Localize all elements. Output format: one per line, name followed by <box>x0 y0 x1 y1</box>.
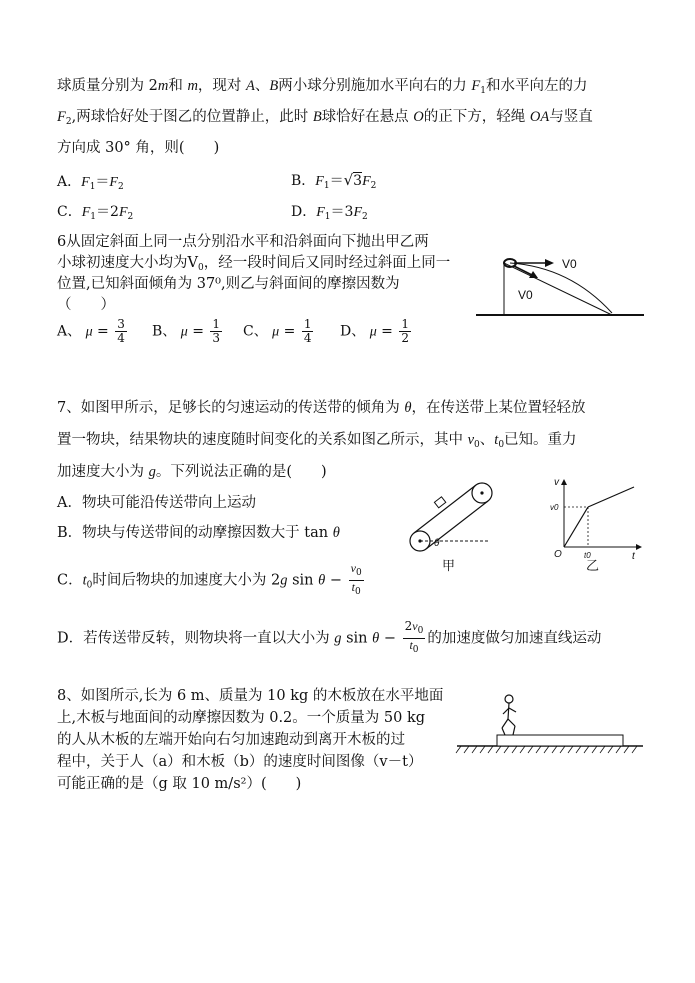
q6-label-v0-incline: V0 <box>518 288 533 302</box>
q8-line3: 的人从木板的左端开始向右匀加速跑动到离开木板的过 <box>57 732 405 748</box>
q7-axis-origin: O <box>554 549 562 560</box>
q5-option-b: B．$F_1=√3F_2$ <box>291 171 377 191</box>
q8-line5: 可能正确的是（g 取 10 m/s²）( ) <box>57 776 302 792</box>
q7-tick-v0: v0 <box>550 503 559 512</box>
q7-label-jia: 甲 <box>442 559 456 574</box>
q8-plank-figure <box>455 688 645 763</box>
q7-line2: 置一物块，结果物块的速度随时间变化的关系如图乙所示，其中 $v_0$、$t_0$已知。重力 <box>57 432 577 450</box>
q6-option-d: D、 μ = $\frac{1}{2}$ <box>340 317 409 345</box>
q7-line3: 加速度大小为 g。下列说法正确的是( ) <box>57 464 327 480</box>
q7-option-b: B．物块与传送带间的动摩擦因数大于 tan θ <box>57 525 340 541</box>
q6-option-a: A、 μ = $\frac{3}{4}$ <box>57 317 125 345</box>
q7-line1: 7、如图甲所示，足够长的匀速运动的传送带的倾角为 θ，在传送带上某位置轻轻放 <box>57 400 586 416</box>
q5-option-a: A．$F_1=F_2$ <box>57 174 124 192</box>
q7-angle-label: θ <box>434 538 440 549</box>
q7-axis-v: v <box>554 477 559 488</box>
q7-option-a: A．物块可能沿传送带向上运动 <box>57 495 256 511</box>
q5-option-c: C．$F_1=2F_2$ <box>57 204 134 222</box>
q7-label-yi: 乙 <box>586 559 600 574</box>
q6-line4: （ ） <box>57 297 115 313</box>
q7-conveyor-figure <box>400 475 510 575</box>
q5-option-d: D．$F_1=3F_2$ <box>291 204 368 222</box>
q6-line1: 6从固定斜面上同一点分别沿水平和沿斜面向下抛出甲乙两 <box>57 234 429 250</box>
q5-line3: 方向成 30° 角，则( ) <box>57 140 220 156</box>
q5-line2: $F_2$,两球恰好处于图乙的位置静止，此时 B球恰好在悬点 O的正下方，轻绳 OA与竖直 <box>57 109 593 127</box>
q8-line1: 8、如图所示,长为 6 m、质量为 10 kg 的木板放在水平地面 <box>57 688 444 704</box>
q7-option-d: D．若传送带反转，则物块将一直以大小为 g sin θ − $\frac{2v_0}{t_0}$ 的加速度做匀加速直线运动 <box>57 619 602 655</box>
q5-line1: 球质量分别为 2m和 m，现对 A、B两小球分别施加水平向右的力 $F_1$和水平向左的力 <box>57 78 588 96</box>
q7-tick-t0: t0 <box>584 551 591 560</box>
q8-line4: 程中，关于人（a）和木板（b）的速度时间图像（v－t） <box>57 754 423 770</box>
q6-line3: 位置,已知斜面倾角为 37⁰,则乙与斜面间的摩擦因数为 <box>57 276 400 292</box>
q6-line2: 小球初速度大小均为$V_0$，经一段时间后又同时经过斜面上同一 <box>57 255 451 273</box>
q7-axis-t: t <box>632 551 635 562</box>
q7-option-c: C．$t_0$时间后物块的加速度大小为 2g sin θ − $\frac{v_0}{t_0}$ <box>57 561 362 597</box>
q6-option-b: B、 μ = $\frac{1}{3}$ <box>152 317 221 345</box>
q6-incline-figure <box>470 245 650 325</box>
q6-option-c: C、 μ = $\frac{1}{4}$ <box>243 317 312 345</box>
q7-vt-graph <box>546 475 646 575</box>
q8-line2: 上,木板与地面间的动摩擦因数为 0.2。一个质量为 50 kg <box>57 710 426 726</box>
q6-label-v0-horizontal: V0 <box>562 257 577 271</box>
